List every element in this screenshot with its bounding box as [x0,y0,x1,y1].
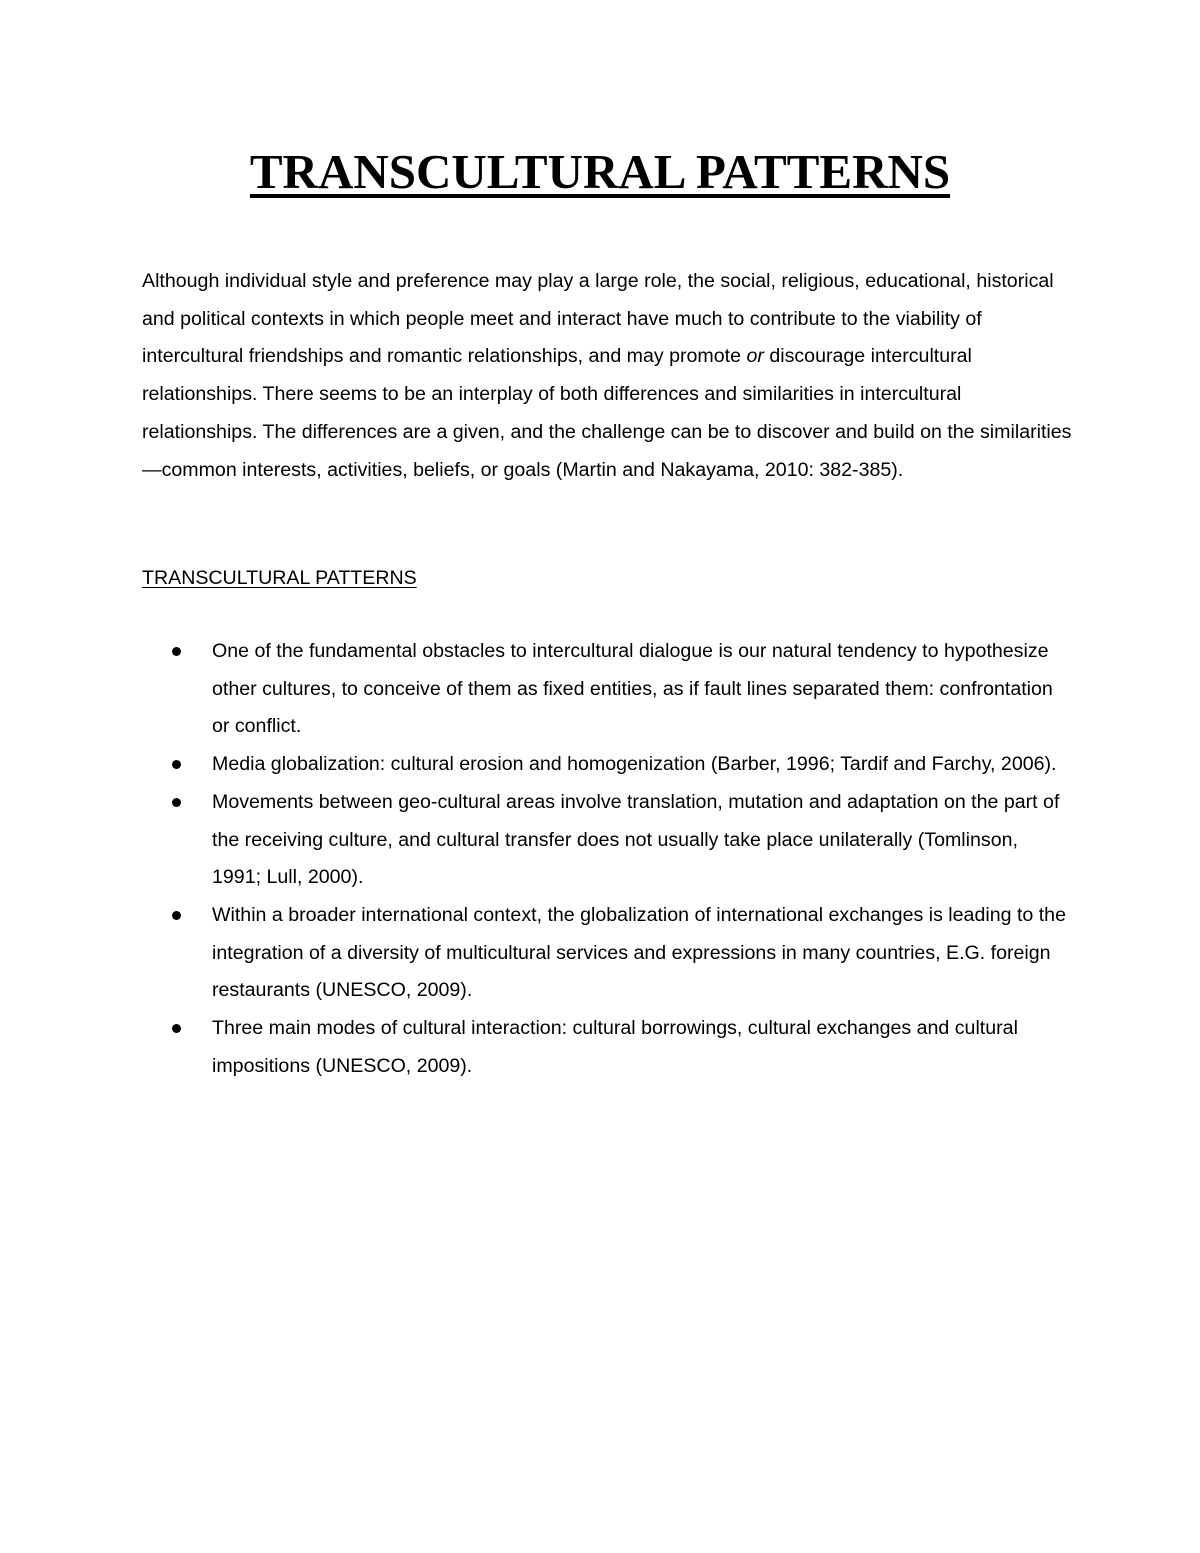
list-item [166,897,1066,1010]
bullet-icon [172,647,181,656]
intro-text-part-2: discourage intercultural relationships. There seems to be an interplay of both differences and similarities in intercultural relationships. The differences are a given, and the challenge can be to discover and build on the similarities—common interests, activities, beliefs, or goals (Martin and Nakayama, 2010: 382-385). [142,345,1072,481]
list-item-text: Movements between geo-cultural areas involve translation, mutation and adaptation on the part of the receiving culture, and cultural transfer does not usually take place unilaterally (Tomlinson, 1991; Lull, 2000). [212,790,1060,889]
page-title: TRANSCULTURAL PATTERNS [249,144,951,199]
bullet-icon [172,1024,181,1033]
intro-text-part-1: Although individual style and preference may play a large role, the social, religious, educational, historical and political contexts in which people meet and interact have much to contribute to the viability of intercultural friendships and romantic relationships, and may promote [142,270,1054,368]
list-item-text: Three main modes of cultural interaction: cultural borrowings, cultural exchanges and cultural impositions (UNESCO, 2009). [212,1017,1018,1077]
list-item-text: One of the fundamental obstacles to intercultural dialogue is our natural tendency to hypothesize other cultures, to conceive of them as fixed entities, as if fault lines separated them: confrontation or conflict. [212,640,1053,738]
list-item [166,633,1066,746]
list-item [166,746,1066,784]
section-heading: TRANSCULTURAL PATTERNS [142,567,417,589]
bullet-list [166,633,1066,1085]
bullet-icon [172,798,181,807]
list-item-text: Within a broader international context, the globalization of international exchanges is leading to the integration of a diversity of multicultural services and expressions in many countries, E.G. foreign restaurants (UNESCO, 2009). [212,903,1066,1002]
list-item [166,1010,1066,1085]
bullet-icon [172,911,181,920]
intro-emphasis: or [746,345,764,368]
bullet-icon [172,760,181,769]
intro-paragraph [142,263,1072,489]
list-item-text: Media globalization: cultural erosion and homogenization (Barber, 1996; Tardif and Farchy, 2006). [212,753,1057,776]
list-item [166,784,1066,897]
